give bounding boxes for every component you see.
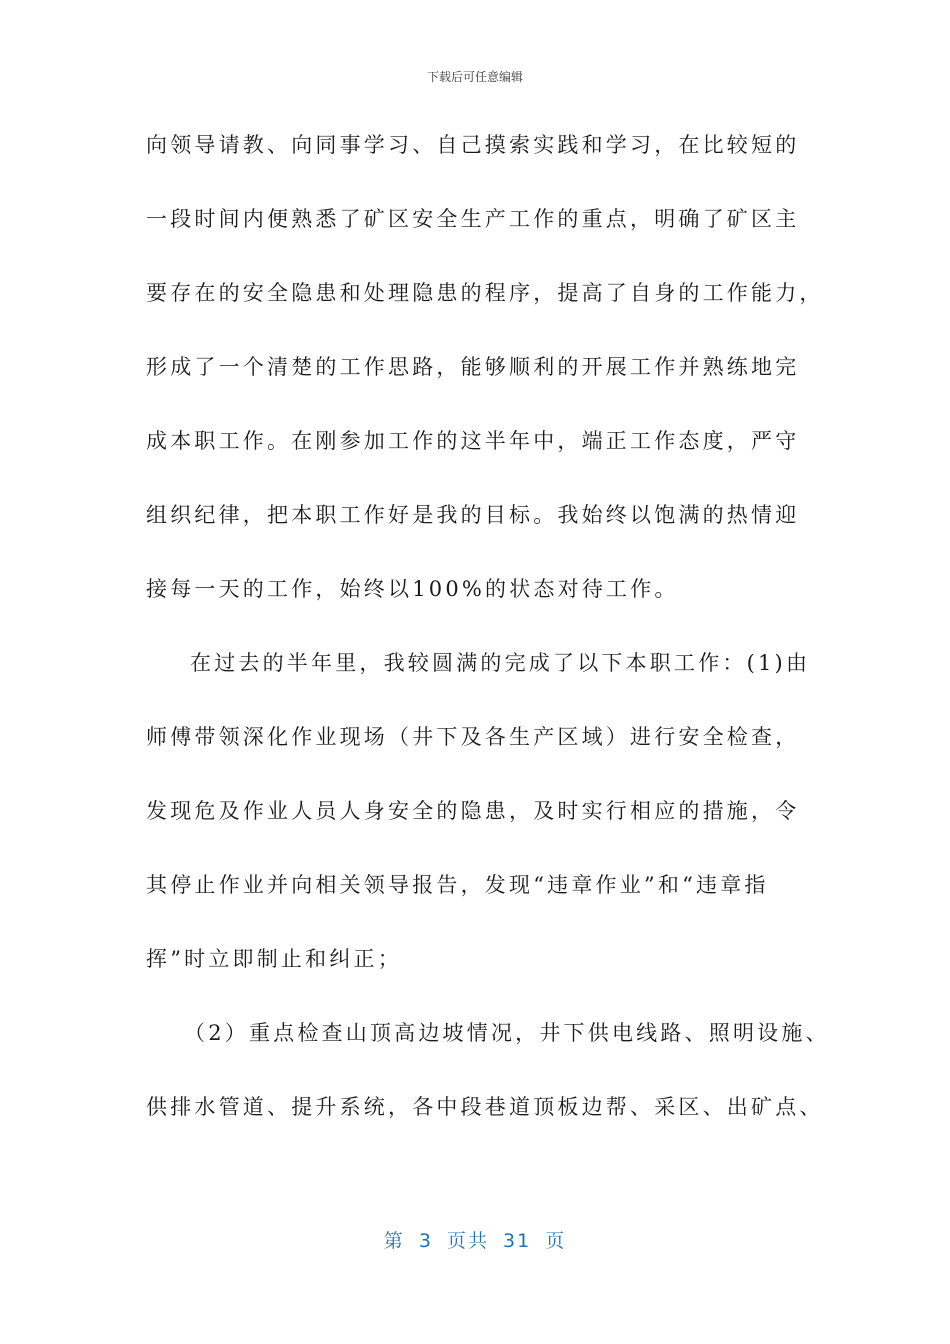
header-note: 下载后可任意编辑 — [426, 70, 523, 84]
text-line: 发现危及作业人员人身安全的隐患，及时实行相应的措施，令 — [146, 799, 800, 823]
text-line: 要存在的安全隐患和处理隐患的程序，提高了自身的工作能力， — [146, 281, 824, 305]
text-line: 在过去的半年里，我较圆满的完成了以下本职工作：(1)由 — [190, 651, 811, 675]
text-line: 形成了一个清楚的工作思路，能够顺利的开展工作并熟练地完 — [146, 355, 800, 379]
text-line: 供排水管道、提升系统，各中段巷道顶板边帮、采区、出矿点、 — [146, 1095, 824, 1119]
text-line: （2）重点检查山顶高边坡情况，井下供电线路、照明设施、 — [184, 1021, 830, 1045]
body-text — [146, 124, 836, 1160]
page-number: 第 3 页共 31 页 — [383, 1230, 567, 1252]
text-line: 向领导请教、向同事学习、自己摸索实践和学习，在比较短的 — [146, 133, 800, 157]
text-line: 接每一天的工作，始终以100%的状态对待工作。 — [146, 577, 679, 601]
text-line: 一段时间内便熟悉了矿区安全生产工作的重点，明确了矿区主 — [146, 207, 800, 231]
text-line: 挥”时立即制止和纠正； — [146, 947, 402, 971]
text-line: 师傅带领深化作业现场（井下及各生产区域）进行安全检查， — [146, 725, 800, 749]
text-line: 成本职工作。在刚参加工作的这半年中，端正工作态度，严守 — [146, 429, 800, 453]
text-line: 其停止作业并向相关领导报告，发现“违章作业”和“违章指 — [146, 873, 769, 897]
text-line: 组织纪律，把本职工作好是我的目标。我始终以饱满的热情迎 — [146, 503, 800, 527]
